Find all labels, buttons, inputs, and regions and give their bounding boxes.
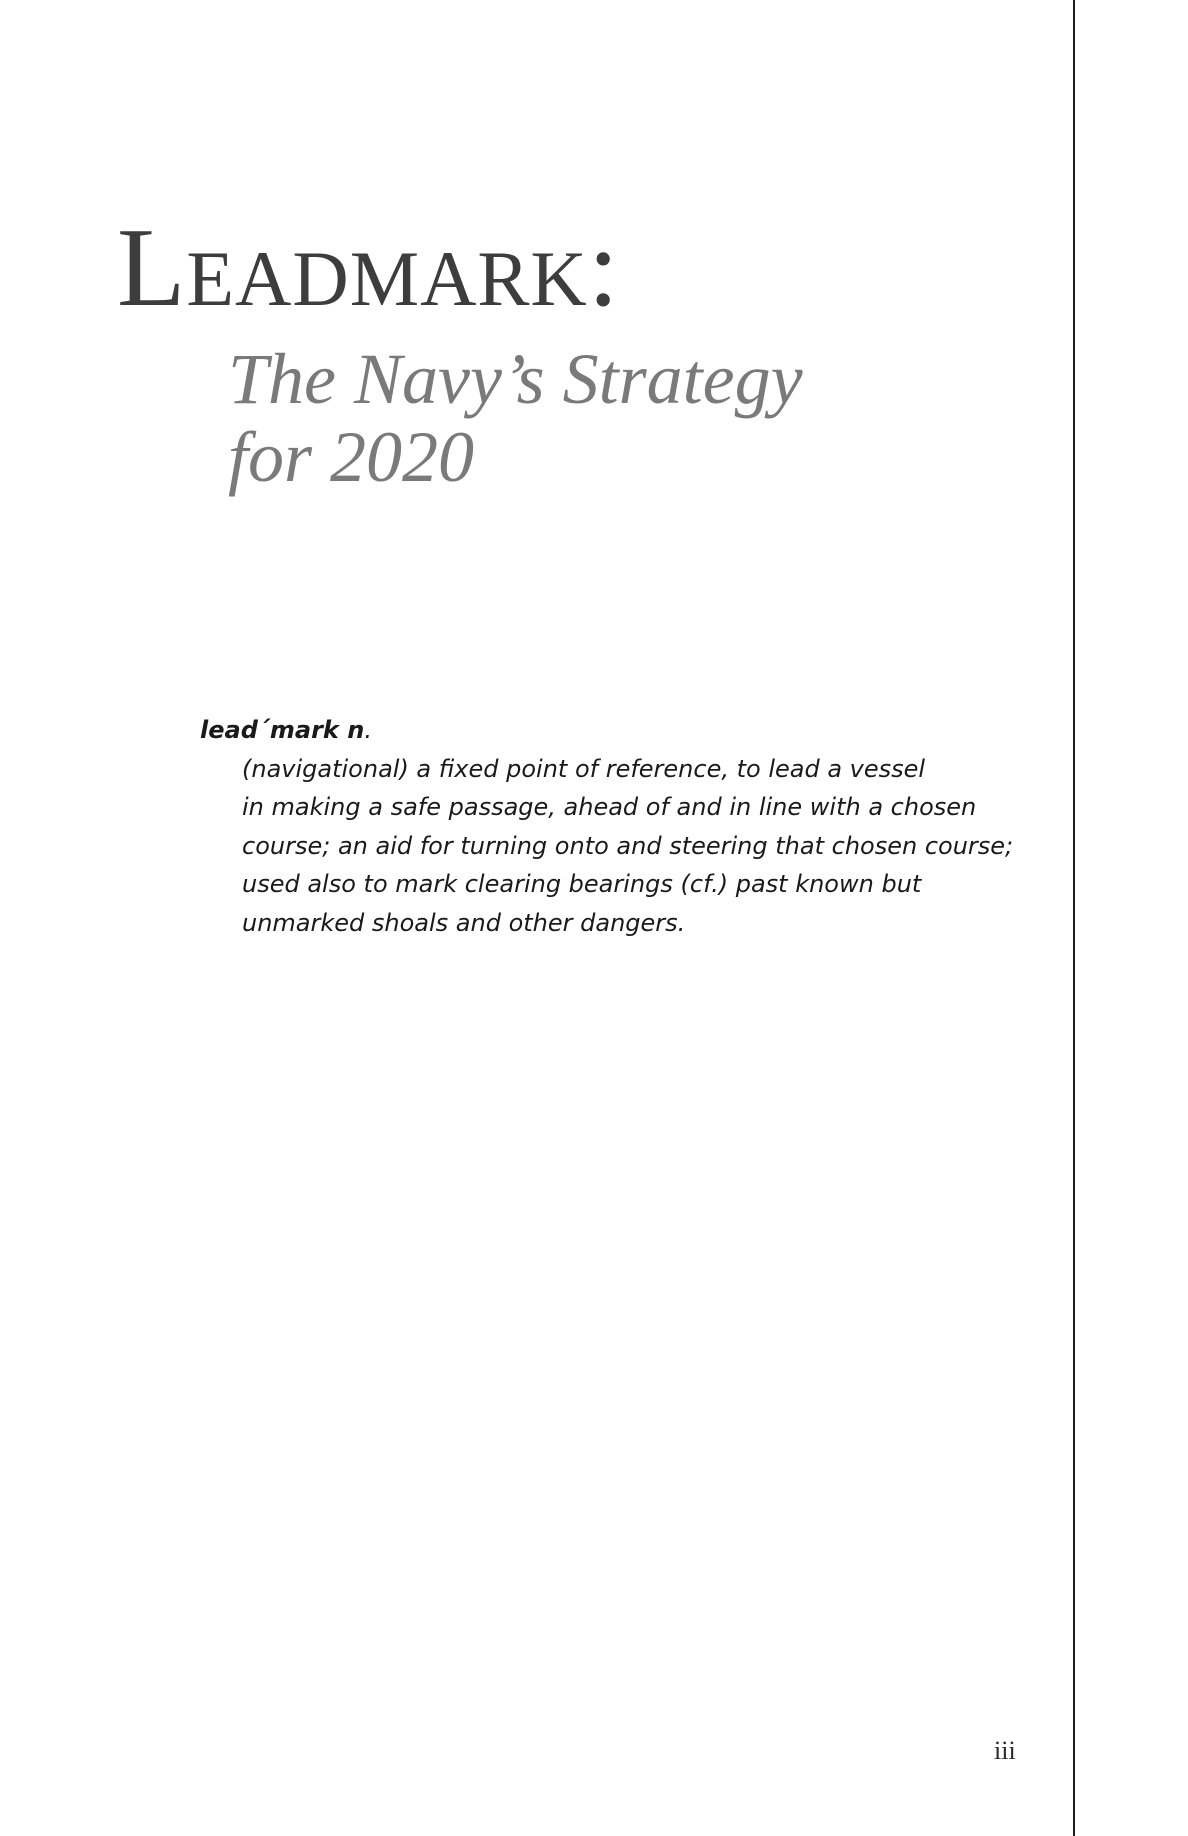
definition-line-1: (navigational) a fixed point of reference, to lead a vessel xyxy=(242,754,926,783)
document-subtitle xyxy=(228,340,803,496)
definition-headword: lead´mark n xyxy=(200,716,365,744)
definition-line-2: in making a safe passage, ahead of and in line with a chosen xyxy=(242,793,977,821)
definition-line-3: course; an aid for turning onto and steering that chosen course; xyxy=(242,831,1014,860)
subtitle-line-1: The Navy’s Strategy xyxy=(228,339,803,419)
definition-period: . xyxy=(364,716,372,744)
definition-line-4: used also to mark clearing bearings (cf.) past known but xyxy=(242,870,922,898)
page-number: iii xyxy=(994,1736,1016,1765)
subtitle-line-2: for 2020 xyxy=(228,417,475,497)
page-edge-rule xyxy=(1073,0,1075,1836)
document-title: Leadmark: xyxy=(117,206,620,330)
definition-line-5: unmarked shoals and other dangers. xyxy=(242,908,686,937)
dictionary-definition xyxy=(200,711,1042,942)
